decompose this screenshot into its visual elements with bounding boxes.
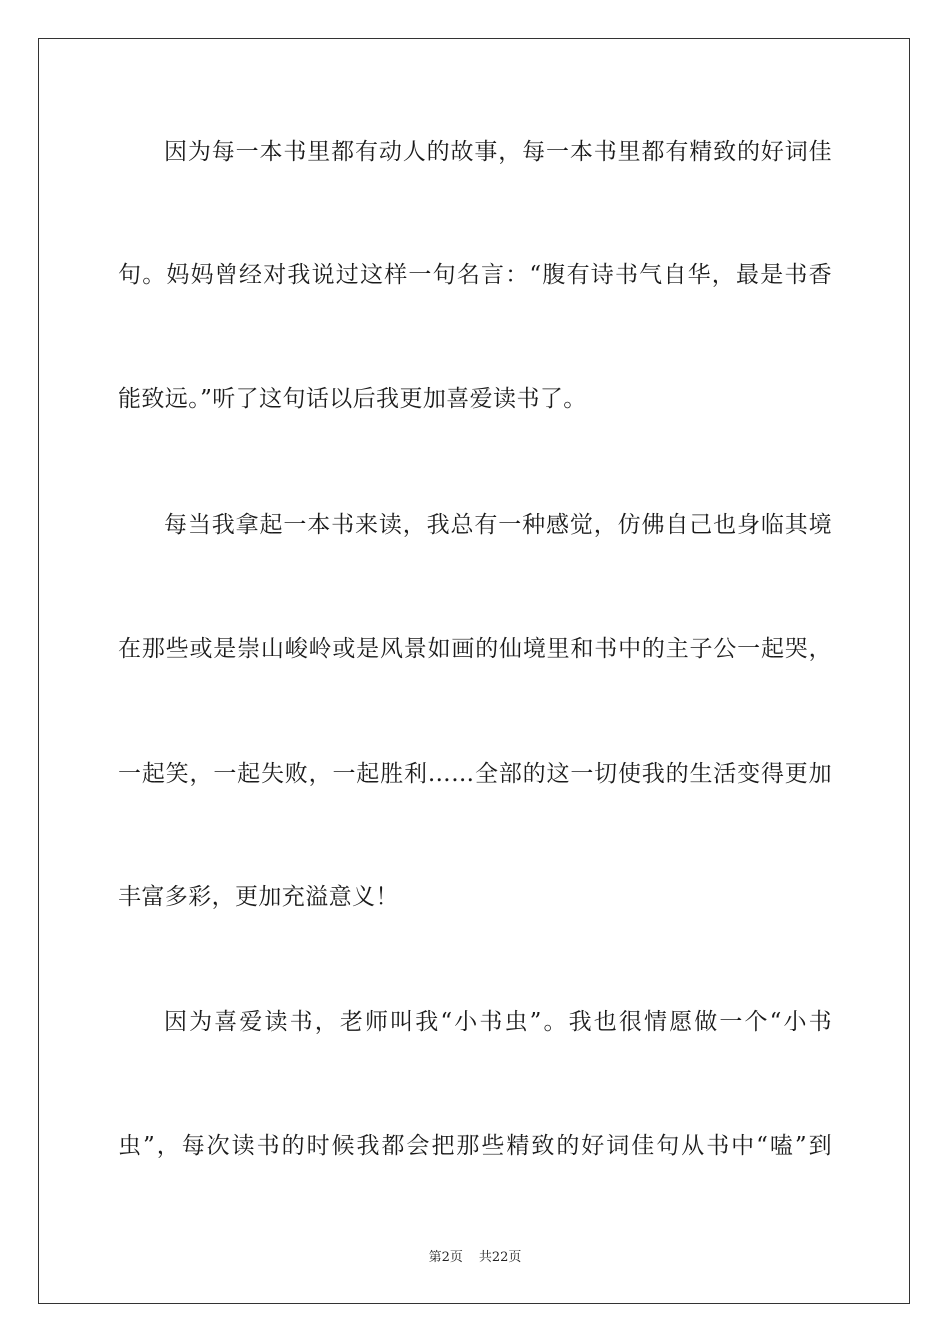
page-total: 共22页 xyxy=(478,1250,522,1265)
text-line-5: 在那些或是崇山峻岭或是风景如画的仙境里和书中的主子公一起哭， xyxy=(118,636,832,662)
text-line-3: 能致远。”听了这句话以后我更加喜爱读书了。 xyxy=(118,386,587,412)
page-number: 第2页 xyxy=(428,1250,463,1265)
text-line-2: 句。妈妈曾经对我说过这样一句名言：“腹有诗书气自华，最是书香 xyxy=(118,262,832,288)
text-line-9: 虫”，每次读书的时候我都会把那些精致的好词佳句从书中“嗑”到 xyxy=(118,1133,832,1159)
text-line-8: 因为喜爱读书，老师叫我“小书虫”。我也很情愿做一个“小书 xyxy=(164,1009,832,1035)
text-line-4: 每当我拿起一本书来读，我总有一种感觉，仿佛自己也身临其境 xyxy=(164,512,832,538)
text-line-6: 一起笑，一起失败，一起胜利……全部的这一切使我的生活变得更加 xyxy=(118,761,832,787)
text-line-1: 因为每一本书里都有动人的故事，每一本书里都有精致的好词佳 xyxy=(164,139,832,165)
text-line-7: 丰富多彩，更加充溢意义！ xyxy=(118,884,399,910)
page-footer xyxy=(0,1246,950,1265)
page-border xyxy=(38,38,910,1304)
